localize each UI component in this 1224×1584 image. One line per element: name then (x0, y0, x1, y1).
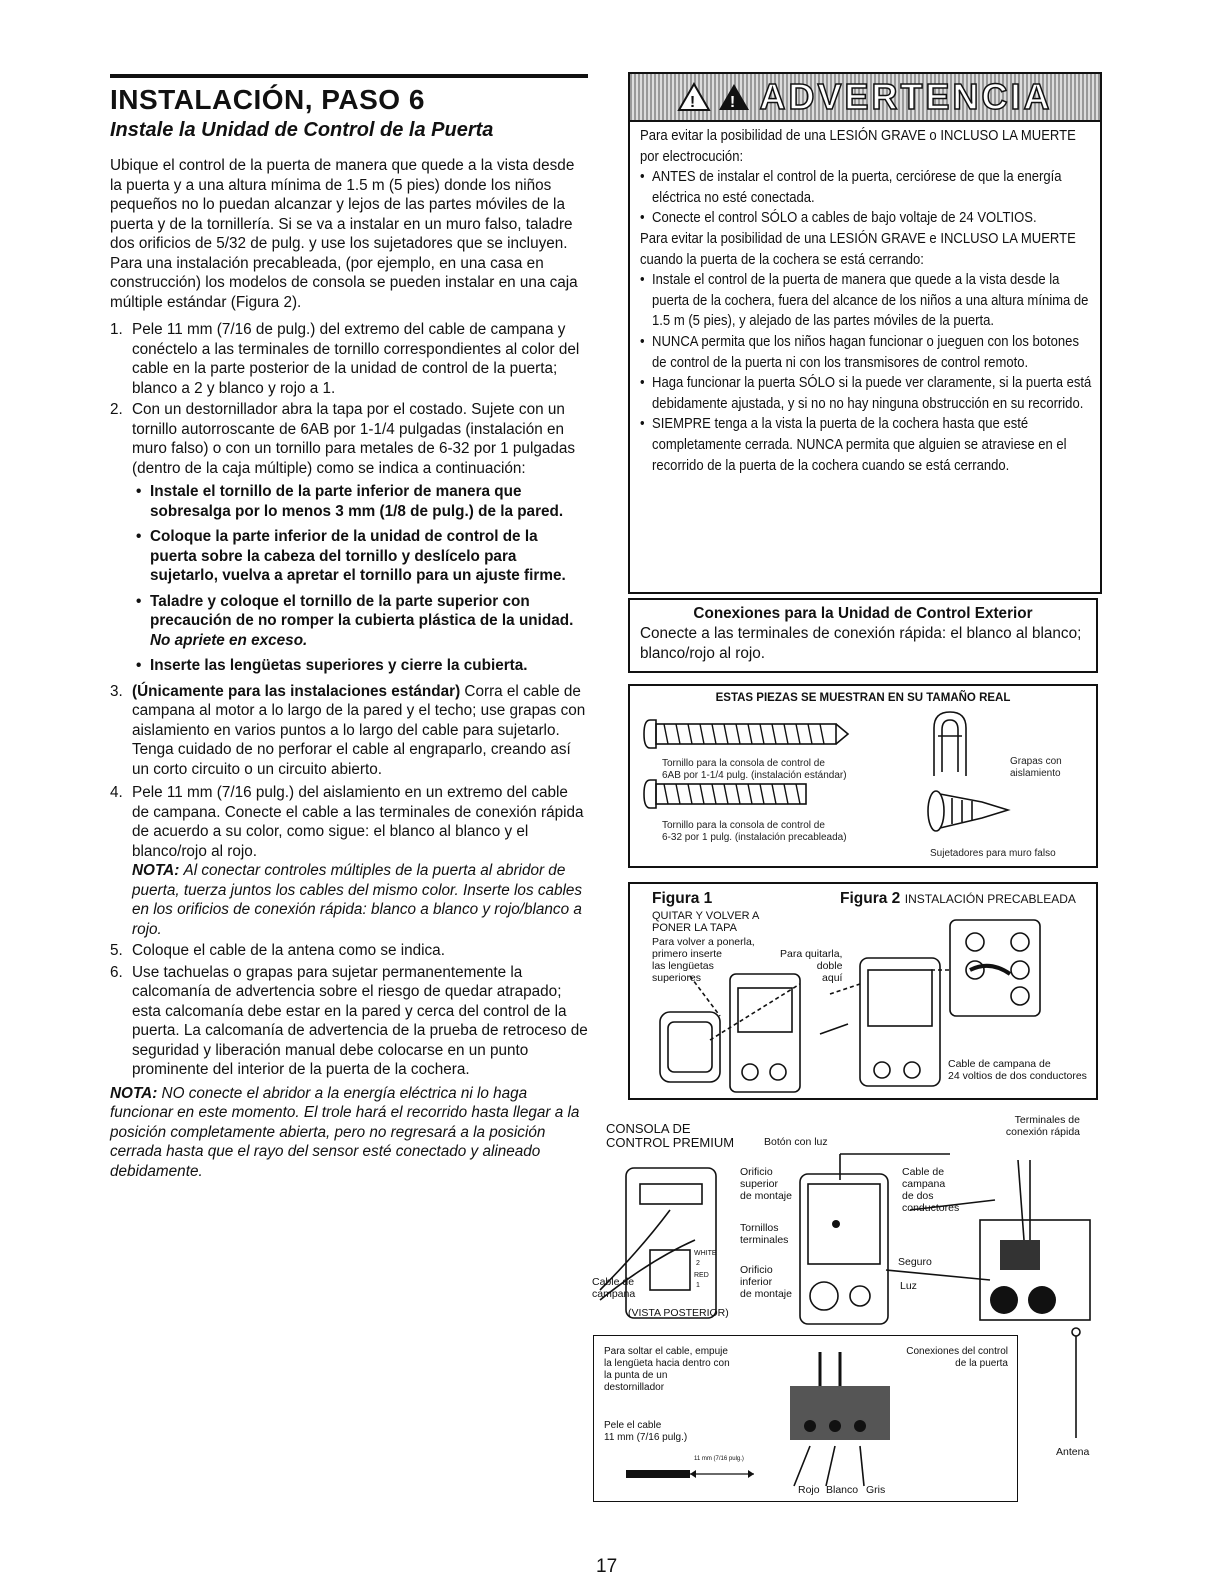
warning-item: • NUNCA permita que los niños hagan funcionar o jueguen con los botones de control de la puerta ni con los transmisores de control remoto. (640, 332, 1092, 373)
intro-paragraph: Ubique el control de la puerta de manera que quede a la vista desde la puerta y a una altura mínima de 1.5 m (5 pies) donde los niños pequeños no lo puedan alcanzar y lejos de las partes móviles de la puerta y de la tornillería. Si se va a instalar en un muro falso, taladre dos orificios de 5/32 de pulg. y use los sujetadores que se incluyen. Para una instalación precableada, (por ejemplo, en una casa en construcción) los modelos de consola se pueden instalar en una caja múltiple estándar (Figura 2). (110, 157, 578, 311)
orificio-superior-label (740, 1166, 792, 1202)
screw-thread (772, 724, 776, 744)
parts-box (628, 684, 1098, 868)
step-5: 5. Coloque el cable de la antena como se indica. (110, 942, 445, 959)
screw-thread (796, 784, 800, 804)
antena-label: Antena (1056, 1446, 1090, 1458)
step-3: 3. (Únicamente para las instalaciones estándar) Corra el cable de campana al motor a lo largo de la pared y el techo; use grapas con aislamiento en varios puntos a lo largo del cable para sujetarlo. Tenga cuidado de no perforar el cable al engraparlo, creando así un corto circuito o un circuito abierto. (110, 682, 586, 778)
screw-thread (760, 724, 764, 744)
label-line: de dos (902, 1190, 934, 1202)
label-line: 11 mm (7/16 pulg.) (604, 1432, 688, 1443)
staples-label (1010, 756, 1062, 780)
label-line: campana (902, 1178, 946, 1190)
warning-body (630, 122, 1100, 476)
bullet-3-text: Taladre y coloque el tornillo de la parte superior con precaución de no romper la cubierta plástica de la unidad. (150, 592, 574, 629)
warning-paragraph-2: Para evitar la posibilidad de una LESIÓN GRAVE e INCLUSO LA MUERTE cuando la puerta de la cochera se está cerrando: (640, 229, 1076, 268)
tornillos-label (740, 1222, 788, 1246)
quick-connect-terminal (780, 1346, 900, 1496)
screw-thread (748, 724, 752, 744)
gris-label: Gris (866, 1484, 886, 1496)
figures-box (628, 882, 1098, 1100)
screw-thread (676, 724, 680, 744)
connection-detail-box (593, 1335, 1018, 1502)
warning-list-1 (640, 167, 1092, 229)
parts-title: ESTAS PIEZAS SE MUESTRAN EN SU TAMAÑO REAL (715, 692, 1011, 704)
step-4: 4. Pele 11 mm (7/16 pulg.) del aislamiento en un extremo del cable de campana. Conecte el cable a las terminales de conexión rápida de acuerdo a su color, como sigue: el blanco al blanco y el blanco/rojo al rojo. NOTA: Al conectar controles múltiples de la puerta al abridor de puerta, tuerza juntos los cables del mismo color. Inserte los cables en los orificios de conexión rápida: blanco a blanco y rojo/blanco a rojo. (110, 784, 584, 938)
step-3-bold: (Únicamente para las instalaciones estándar) (132, 682, 461, 700)
figure-1-label: Figura 1 (652, 890, 713, 907)
white-terminal-label: WHITE (694, 1250, 717, 1257)
screw-thread (676, 784, 680, 804)
blanco-label: Blanco (826, 1484, 859, 1496)
screw-2-label (662, 820, 847, 844)
bullet-4: • Inserte las lengüetas superiores y cierre la cubierta. (132, 656, 588, 676)
warning-triangle-icon (677, 82, 711, 112)
screw-thread (724, 724, 728, 744)
screw-thread (796, 724, 800, 744)
final-note (110, 1084, 588, 1182)
step-4-note-label: NOTA: (132, 862, 180, 879)
volver-label-line: Para volver a ponerla, (652, 936, 755, 948)
step-4-note: Al conectar controles múltiples de la puerta al abridor de puerta, tuerza juntos los cables del mismo color. Inserte los cables en los orificios de conexión rápida: blanco a blanco y rojo/blanco a rojo. (132, 862, 583, 938)
label-line: inferior (740, 1276, 773, 1288)
exterior-text: Conecte a las terminales de conexión rápida: el blanco al blanco; blanco/rojo al rojo. (640, 625, 1082, 662)
terminal-1-label: 1 (696, 1282, 700, 1289)
warning-triangle-icon (717, 82, 751, 112)
screw-1-label (662, 758, 847, 782)
screw-thread (700, 724, 704, 744)
label-line: Conexiones del control (906, 1346, 1008, 1357)
warning-title (640, 78, 1090, 116)
cable-campana-label (592, 1276, 635, 1300)
exterior-connections-box (628, 598, 1098, 673)
bullet-2: • Coloque la parte inferior de la unidad de control de la puerta sobre la cabeza del tornillo y deslícelo para sujetarlo, vuelva a apretar el tornillo para un ajuste firme. (132, 527, 588, 586)
screw-1-label-line: 6AB por 1-1/4 pulg. (instalación estándar) (662, 770, 847, 781)
page-number: 17 (596, 1556, 618, 1577)
quitar-label-line: PONER LA TAPA (652, 922, 737, 934)
screw-thread (736, 724, 740, 744)
step-5-text: Coloque el cable de la antena como se indica. (132, 942, 445, 959)
consola-label-line: CONSOLA DE (606, 1121, 691, 1136)
screw-thread (700, 784, 704, 804)
step-2-bullets (132, 482, 588, 676)
label-line: de montaje (740, 1190, 792, 1202)
terminales-label (990, 1114, 1080, 1138)
instructions-column (110, 74, 588, 1181)
label-line: Para soltar el cable, empuje (604, 1346, 728, 1357)
step-2: 2. Con un destornillador abra la tapa por el costado. Sujete con un tornillo autorroscante de 6AB por 1-1/4 pulgadas (instalación en muro falso) o con un tornillo para metales de 6-32 por 1 pulgadas (dentro de la caja múltiple) como se indica a continuación: • Instale el tornillo de la parte inferior de manera que sobresalga por lo menos 3 mm (1/8 de pulg.) de la pared. • Coloque la parte inferior de la unidad de control de la puerta sobre la cabeza del tornillo y deslícelo para sujetarlo, vuelva a apretar el tornillo para un ajuste firme. • Taladre y coloque el tornillo de la parte superior con precaución de no romper la cubierta plástica de la unidad. No apriete en exceso. • Inserte las lengüetas superiores y cierre la cubierta. (110, 400, 588, 676)
warning-header (630, 74, 1100, 122)
volver-label-line: primero inserte (652, 948, 723, 960)
label-line: Tornillos (740, 1222, 779, 1234)
label-line: terminales (740, 1234, 789, 1246)
screw-thread (784, 784, 788, 804)
quitarla-label-line: aquí (822, 972, 843, 984)
warning-item: • SIEMPRE tenga a la vista la puerta de la cochera hasta que esté completamente cerrada. NUNCA permita que alguien se atraviese en el recorrido de la puerta de la cochera cuando se está cerrando. (640, 414, 1092, 476)
red-terminal-label: RED (694, 1272, 709, 1279)
screw-thread (712, 784, 716, 804)
page-title: INSTALACIÓN, PASO 6 (110, 84, 425, 115)
svg-text:!: ! (690, 94, 699, 111)
screw-thread (748, 784, 752, 804)
volver-label-line: las lengüetas (652, 960, 714, 972)
screw-thread (820, 724, 824, 744)
label-line: la lengüeta hacia dentro con (604, 1358, 730, 1369)
vista-posterior-label: (VISTA POSTERIOR) (628, 1307, 729, 1319)
warning-box (628, 72, 1102, 594)
cable-label-line: Cable de campana de (948, 1058, 1051, 1070)
label-line: la punta de un (604, 1370, 668, 1381)
quitarla-label-line: doble (816, 960, 843, 972)
pele-label (604, 1420, 687, 1444)
strip-length-label: 11 mm (7/16 pulg.) (694, 1456, 744, 1462)
cable-conductores-label (902, 1166, 959, 1214)
cable-label-line: 24 voltios de dos conductores (948, 1070, 1087, 1082)
boton-luz-label: Botón con luz (764, 1136, 828, 1148)
step-1-text: Pele 11 mm (7/16 de pulg.) del extremo del cable de campana y conéctelo a las terminales de tornillo correspondientes al color del cable en la parte posterior de la unidad de control de la puerta; blanco a 2 y blanco y rojo a 1. (132, 321, 580, 397)
bullet-3-emphasis: No apriete en exceso. (150, 631, 308, 649)
consola-label-line: CONTROL PREMIUM (606, 1135, 735, 1150)
step-6-text: Use tachuelas o grapas para sujetar permanentemente la calcomanía de advertencia sobre el riesgo de quedar atrapado; esta calcomanía debe estar en la pared y cerca del control de la puerta. La calcomanía de advertencia de la prueba de retroceso de seguridad y liberación manual debe colocarse en un punto prominente del interior de la puerta de la cochera. (132, 963, 588, 1078)
label-line: de la puerta (955, 1358, 1008, 1369)
screw-thread (724, 784, 728, 804)
rojo-label: Rojo (798, 1484, 820, 1496)
step-2-text: Con un destornillador abra la tapa por el costado. Sujete con un tornillo autorroscante de 6AB por 1-1/4 pulgadas (instalación en muro falso) o con un tornillo para metales de 6-32 por 1 pulgadas (dentro de la caja múltiple) como se indica a continuación: (132, 401, 576, 477)
screw-1-label-line: Tornillo para la consola de control de (662, 758, 825, 769)
screw-2-label-line: Tornillo para la consola de control de (662, 820, 825, 831)
warning-item: • Haga funcionar la puerta SÓLO si la puede ver claramente, si la puerta está debidamente ajustada, y si no no hay ninguna obstrucción en su recorrido. (640, 373, 1092, 414)
soltar-label (604, 1346, 730, 1394)
quitarla-label-line: Para quitarla, (780, 948, 843, 960)
screw-thread (784, 724, 788, 744)
screw-thread (760, 784, 764, 804)
staples-label-line: aislamiento (1010, 768, 1061, 779)
stripped-wire-icon (614, 1462, 764, 1486)
label-line: campana (592, 1288, 636, 1300)
anchors-label: Sujetadores para muro falso (930, 848, 1056, 859)
screw-thread (688, 724, 692, 744)
quitar-label (652, 910, 759, 934)
step-3-text: Corra el cable de campana al motor a lo largo de la pared y el techo; use grapas con aislamiento en varios puntos a lo largo del cable para sujetarlo. Tenga cuidado de no perforar el cable al engraparlo, creando así un corto circuito o un circuito abierto. (132, 682, 586, 778)
screw-2-label-line: 6-32 por 1 pulg. (instalación precableada) (662, 832, 847, 843)
label-line: de montaje (740, 1288, 792, 1300)
label-line: Pele el cable (604, 1420, 662, 1431)
exterior-title: Conexiones para la Unidad de Control Exterior (693, 605, 1033, 622)
volver-label-line: superiores (652, 972, 702, 984)
cable-label (948, 1058, 1087, 1082)
figure-2-heading (840, 890, 1076, 908)
figure-2-label: Figura 2 (840, 890, 901, 907)
luz-label: Luz (900, 1280, 917, 1292)
final-note-label: NOTA: (110, 1084, 158, 1102)
warning-title-text: ADVERTENCIA (759, 76, 1053, 117)
terminales-label-line: Terminales de (1014, 1114, 1080, 1126)
steps-list (110, 320, 588, 1080)
quitar-label-line: QUITAR Y VOLVER A (652, 910, 760, 922)
step-4-text: Pele 11 mm (7/16 pulg.) del aislamiento en un extremo del cable de campana. Conecte el cable a las terminales de conexión rápida de acuerdo a su color, como sigue: el blanco al blanco y el blanco/rojo al rojo. (132, 784, 584, 860)
step-1: 1. Pele 11 mm (7/16 de pulg.) del extremo del cable de campana y conéctelo a las terminales de tornillo correspondientes al color del cable en la parte posterior de la unidad de control de la puerta; blanco a 2 y blanco y rojo a 1. (110, 321, 580, 397)
screw-thread (736, 784, 740, 804)
warning-item: • Conecte el control SÓLO a cables de bajo voltaje de 24 VOLTIOS. (640, 208, 1092, 229)
seguro-label: Seguro (898, 1256, 932, 1268)
staple-and-anchor-illustration (922, 706, 1012, 856)
step-6: 6. Use tachuelas o grapas para sujetar permanentemente la calcomanía de advertencia sobre el riesgo de quedar atrapado; esta calcomanía debe estar en la pared y cerca del control de la puerta. La calcomanía de advertencia de la prueba de retroceso de seguridad y liberación manual debe colocarse en un punto prominente del interior de la puerta de la cochera. (110, 963, 588, 1078)
screw-thread (772, 784, 776, 804)
screw-thread (664, 724, 668, 744)
conexiones-label (884, 1346, 1008, 1370)
label-line: conductores (902, 1202, 960, 1214)
label-line: Cable de (592, 1276, 635, 1288)
figure-2-subtitle: INSTALACIÓN PRECABLEADA (904, 892, 1076, 906)
terminal-2-label: 2 (696, 1260, 700, 1267)
page-subtitle: Instale la Unidad de Control de la Puerta (110, 119, 494, 141)
staples-label-line: Grapas con (1010, 756, 1062, 767)
warning-paragraph-1: Para evitar la posibilidad de una LESIÓN GRAVE o INCLUSO LA MUERTE por electrocución: (640, 127, 1076, 165)
label-line: Orificio (740, 1166, 773, 1178)
svg-text:!: ! (730, 94, 739, 111)
warning-list-2 (640, 270, 1092, 476)
screw-thread (664, 784, 668, 804)
warning-item: • ANTES de instalar el control de la puerta, cerciórese de que la energía eléctrica no esté conectada. (640, 167, 1092, 208)
orificio-inferior-label (740, 1264, 792, 1300)
label-line: Cable de (902, 1166, 945, 1178)
screw-thread (712, 724, 716, 744)
label-line: Orificio (740, 1264, 773, 1276)
figure-2-junction-box (930, 910, 1090, 1030)
label-line: destornillador (604, 1382, 665, 1393)
warning-item: • Instale el control de la puerta de manera que quede a la vista desde la puerta de la cochera, fuera del alcance de los niños a una altura mínima de 1.5 m (5 pies), y alejado de las partes móviles de la puerta. (640, 270, 1092, 332)
terminales-label-line: conexión rápida (1005, 1126, 1080, 1138)
screw-thread (688, 784, 692, 804)
screw-thread (808, 724, 812, 744)
title-rule (110, 74, 588, 78)
bullet-1: • Instale el tornillo de la parte inferior de manera que sobresalga por lo menos 3 mm (1/8 de pulg.) de la pared. (132, 482, 588, 521)
final-note-text: NO conecte el abridor a la energía eléctrica ni lo haga funcionar en este momento. El trole hará el recorrido hasta llegar a la posición completamente abierta, pero no regresará a la posición cerrada hasta que el rayo del sensor esté conectado y alineado debidamente. (110, 1084, 580, 1180)
antenna-illustration (1060, 1326, 1090, 1446)
label-line: superior (740, 1178, 778, 1190)
bullet-3 (132, 592, 588, 651)
